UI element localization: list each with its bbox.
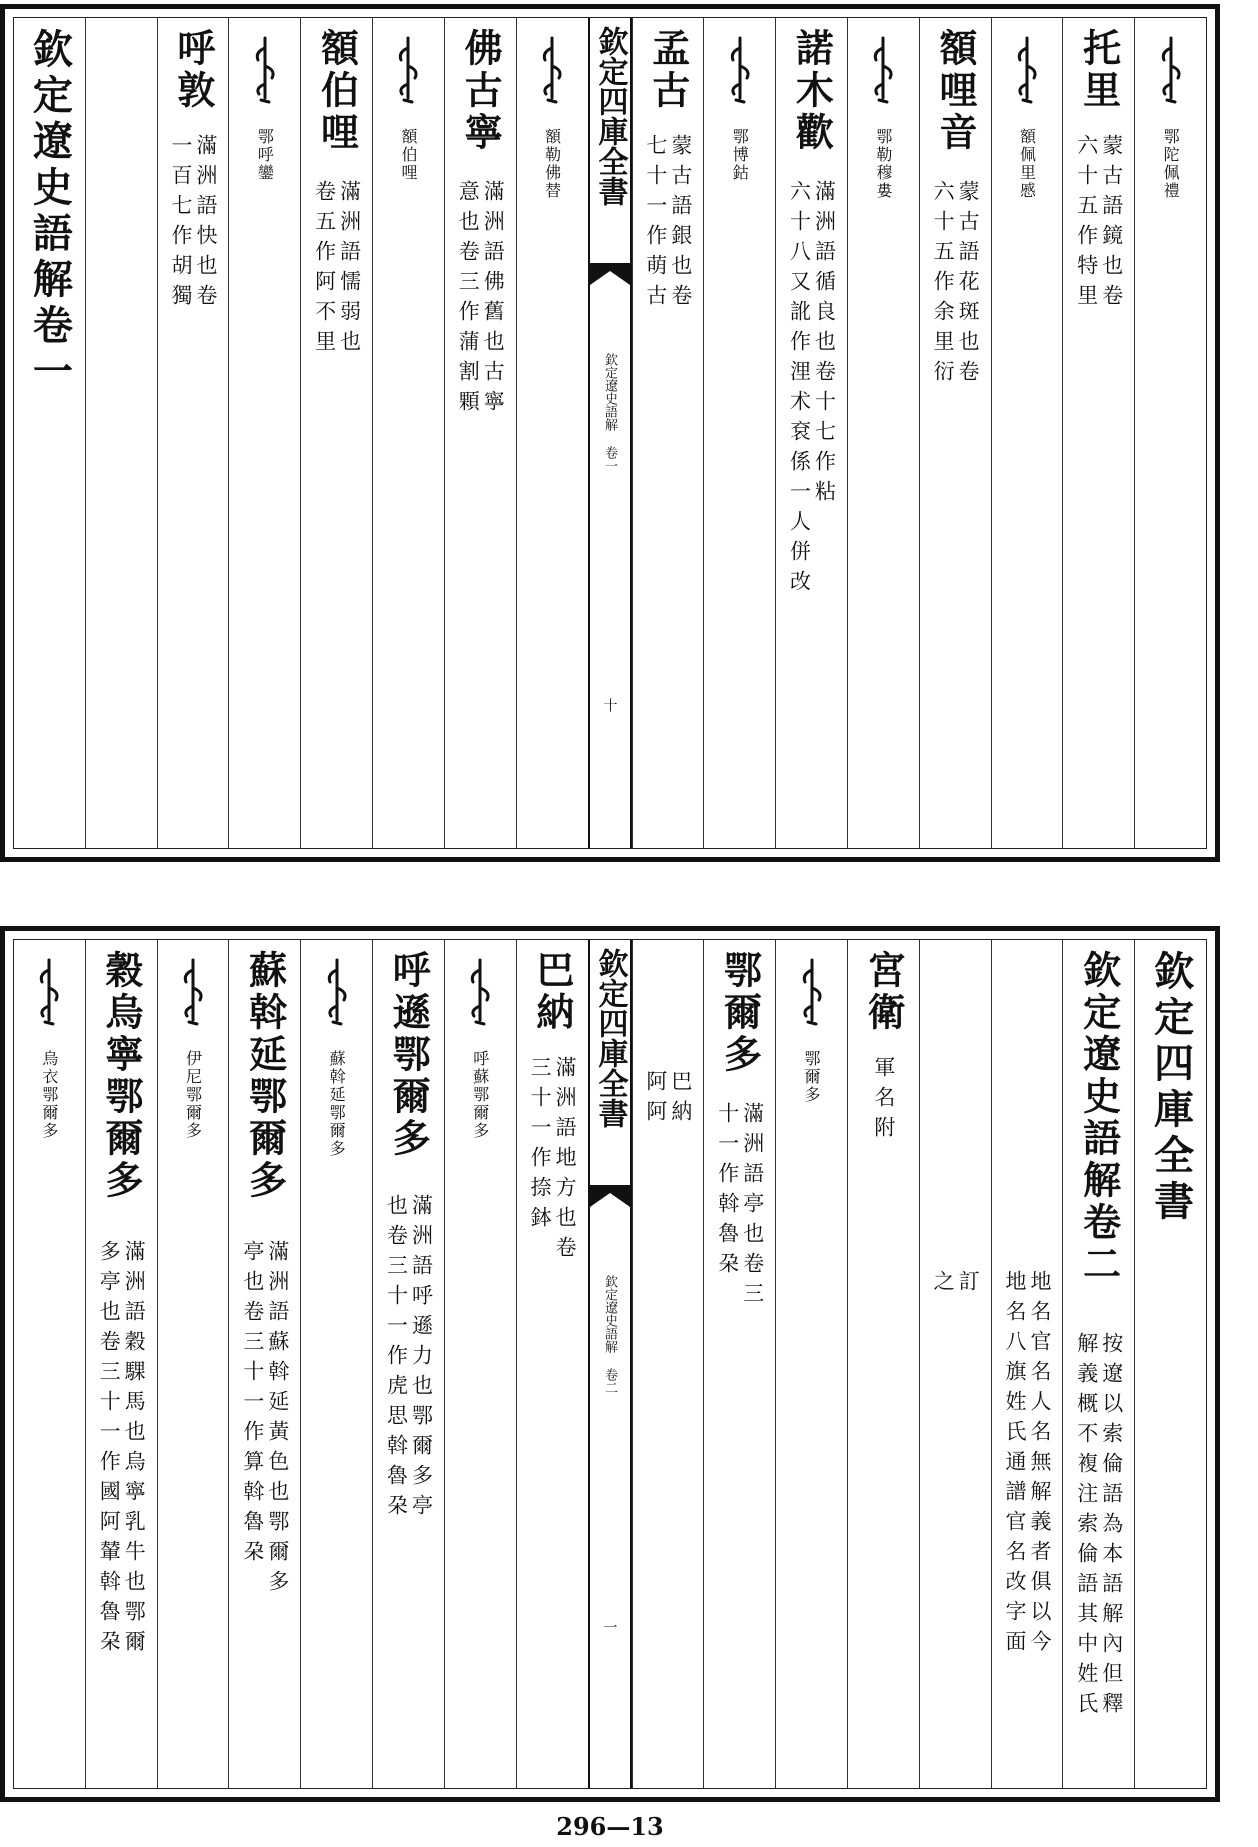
manchu-transliteration: 烏衣鄂爾多 — [39, 1050, 59, 1140]
text-column — [847, 18, 919, 848]
manchu-script-icon — [322, 958, 352, 1028]
manchu-script-icon — [250, 36, 280, 106]
manchu-transliteration: 額佩里慼 — [1017, 128, 1037, 200]
text-column — [516, 18, 588, 848]
upper-page-columns — [13, 17, 1207, 849]
gloss-line: 滿洲語佛舊也古寧 — [481, 180, 506, 420]
gloss-line: 滿洲語懦弱也 — [337, 180, 362, 360]
lower-page — [0, 926, 1220, 1802]
text-column — [157, 940, 229, 1788]
manchu-transliteration: 額勒佛替 — [542, 128, 562, 200]
lower-page-columns — [13, 939, 1207, 1789]
gloss-note — [97, 1240, 147, 1660]
manchu-transliteration: 蘇斡延鄂爾多 — [327, 1050, 347, 1158]
manchu-transliteration: 呼蘇鄂爾多 — [470, 1050, 490, 1140]
manchu-script-icon — [34, 958, 64, 1028]
text-column — [1134, 18, 1206, 848]
headword: 額伯哩 — [314, 28, 360, 154]
manchu-script-icon — [1012, 36, 1042, 106]
gloss-note — [645, 1070, 691, 1130]
gloss-note — [314, 180, 360, 360]
text-column — [85, 940, 157, 1788]
text-column — [444, 18, 516, 848]
headword: 蘇斡延鄂爾多 — [242, 950, 288, 1202]
text-column — [372, 18, 444, 848]
headword: 欽定遼史語解卷二 — [1076, 950, 1122, 1286]
text-column — [632, 940, 704, 1788]
gloss-note — [456, 180, 506, 420]
gloss-note — [931, 1270, 981, 1300]
fold-center-column — [588, 18, 632, 848]
manchu-transliteration: 鄂勒穆婁 — [873, 128, 893, 200]
fold-title: 欽定四庫全書 — [592, 948, 628, 1128]
gloss-note — [645, 134, 691, 314]
upper-page — [0, 4, 1220, 862]
headword: 托里 — [1076, 28, 1122, 112]
text-column — [14, 18, 85, 848]
text-column — [1062, 940, 1134, 1788]
manchu-word — [250, 36, 280, 110]
gloss-line: 十一作斡魯朶 — [715, 1102, 740, 1282]
headword: 額哩音 — [932, 28, 978, 154]
gloss-line: 意也卷三作蒲割顆 — [456, 180, 481, 420]
fold-subtitle: 欽定遼史語解 卷二 — [602, 1275, 617, 1394]
gloss-line: 六十五作余里衍 — [931, 180, 956, 390]
headword: 宮衛 — [861, 950, 907, 1034]
gloss-note — [384, 1194, 434, 1524]
manchu-script-icon — [797, 958, 827, 1028]
manchu-word — [1156, 36, 1186, 110]
gloss-line: 訂 — [956, 1270, 981, 1300]
gloss-line: 七十一作萌古 — [643, 134, 668, 314]
gloss-line: 三十一作捺鉢 — [528, 1056, 553, 1236]
text-column — [372, 940, 444, 1788]
manchu-word — [537, 36, 567, 110]
gloss-note — [789, 180, 835, 600]
gloss-line: 地名官名人名無解義者俱以今 — [1027, 1270, 1052, 1660]
text-column — [919, 18, 991, 848]
gloss-line: 蒙古語銀也卷 — [668, 134, 693, 314]
manchu-word — [1012, 36, 1042, 110]
headword: 穀烏寧鄂爾多 — [99, 950, 145, 1202]
headword: 鄂爾多 — [717, 950, 763, 1076]
fold-subtitle: 欽定遼史語解 卷一 — [602, 353, 617, 472]
gloss-line: 一百七作胡獨 — [169, 134, 194, 314]
manchu-script-icon — [868, 36, 898, 106]
manchu-word — [868, 36, 898, 110]
text-column — [847, 940, 919, 1788]
text-column — [228, 18, 300, 848]
page-number: 296—13 — [556, 1812, 664, 1841]
text-column — [157, 18, 229, 848]
text-column — [775, 18, 847, 848]
manchu-transliteration: 鄂爾多 — [802, 1050, 822, 1104]
volume-heading: 欽定四庫全書 — [1147, 950, 1195, 1226]
manchu-script-icon — [537, 36, 567, 106]
text-column — [14, 940, 85, 1788]
manchu-script-icon — [178, 958, 208, 1028]
manchu-transliteration: 鄂陀佩禮 — [1161, 128, 1181, 200]
gloss-line: 滿洲語循良也卷十七作粘 — [812, 180, 837, 510]
manchu-word — [322, 958, 352, 1032]
manchu-transliteration: 鄂呼鑾 — [255, 128, 275, 182]
manchu-word — [393, 36, 423, 110]
manchu-transliteration: 伊尼鄂爾多 — [183, 1050, 203, 1140]
text-column — [632, 18, 704, 848]
gloss-line: 滿洲語地方也卷 — [553, 1056, 578, 1266]
headword: 孟古 — [645, 28, 691, 112]
text-column — [228, 940, 300, 1788]
manchu-word — [178, 958, 208, 1032]
gloss-note — [1004, 1270, 1050, 1660]
manchu-script-icon — [1156, 36, 1186, 106]
gloss-line: 滿洲語穀騍馬也烏寧乳牛也鄂爾 — [122, 1240, 147, 1660]
gloss-note — [1076, 1332, 1122, 1722]
text-column — [919, 940, 991, 1788]
text-column — [1134, 940, 1206, 1788]
manchu-script-icon — [393, 36, 423, 106]
leaf-number: 一 — [601, 1620, 618, 1634]
gloss-note — [242, 1240, 288, 1600]
gloss-note — [169, 134, 219, 314]
gloss-line: 之 — [931, 1270, 956, 1300]
manchu-transliteration: 額伯哩 — [398, 128, 418, 182]
gloss-line: 六十五作特里 — [1074, 134, 1099, 314]
manchu-word — [725, 36, 755, 110]
fish-tail-mark-icon — [590, 1185, 630, 1207]
fish-tail-mark-icon — [590, 263, 630, 285]
text-column — [85, 18, 157, 848]
headword: 呼敦 — [170, 28, 216, 112]
headword: 呼遜鄂爾多 — [386, 950, 432, 1160]
gloss-line: 滿洲語呼遜力也鄂爾多亭 — [409, 1194, 434, 1524]
gloss-line: 卷五作阿不里 — [312, 180, 337, 360]
text-column — [991, 940, 1063, 1788]
fold-center-column — [588, 940, 632, 1788]
manchu-script-icon — [725, 36, 755, 106]
gloss-line: 蒙古語鏡也卷 — [1099, 134, 1124, 314]
manchu-word — [34, 958, 64, 1032]
gloss-line: 地名八旗姓氏通譜官名改字面 — [1002, 1270, 1027, 1660]
headword: 巴納 — [529, 950, 575, 1034]
text-column — [703, 18, 775, 848]
gloss-note — [931, 180, 981, 390]
manchu-script-icon — [465, 958, 495, 1028]
manchu-word — [465, 958, 495, 1032]
gloss-line: 多亭也卷三十一作國阿輦斡魯朶 — [97, 1240, 122, 1660]
gloss-line: 蒙古語花斑也卷 — [956, 180, 981, 390]
gloss-note — [1076, 134, 1122, 314]
gloss-line: 六十八又訛作浬术袞係一人併改 — [787, 180, 812, 600]
gloss-line: 滿洲語蘇斡延黃色也鄂爾多 — [265, 1240, 290, 1600]
gloss-note — [873, 1056, 894, 1146]
text-column — [300, 940, 372, 1788]
leaf-number: 十 — [601, 698, 618, 712]
manchu-word — [797, 958, 827, 1032]
gloss-line: 按遼以索倫語為本語解內但釋 — [1099, 1332, 1124, 1722]
text-column — [1062, 18, 1134, 848]
gloss-line: 解義概不複注索倫語其中姓氏 — [1074, 1332, 1099, 1722]
gloss-line: 也卷三十一作虎思斡魯朶 — [384, 1194, 409, 1524]
gloss-note — [717, 1102, 763, 1312]
gloss-line: 亭也卷三十一作算斡魯朶 — [240, 1240, 265, 1570]
gloss-line: 軍名附 — [871, 1056, 896, 1146]
text-column — [775, 940, 847, 1788]
gloss-line: 滿洲語快也卷 — [194, 134, 219, 314]
fold-title: 欽定四庫全書 — [592, 26, 628, 206]
text-column — [300, 18, 372, 848]
headword: 諾木歡 — [789, 28, 835, 154]
gloss-line: 巴納 — [668, 1070, 693, 1130]
headword: 佛古寧 — [458, 28, 504, 154]
manchu-transliteration: 鄂博鈷 — [730, 128, 750, 182]
text-column — [444, 940, 516, 1788]
text-column — [991, 18, 1063, 848]
text-column — [703, 940, 775, 1788]
gloss-note — [528, 1056, 578, 1266]
volume-heading: 欽定遼史語解卷一 — [26, 28, 74, 396]
gloss-line: 滿洲語亭也卷三 — [740, 1102, 765, 1312]
text-column — [516, 940, 588, 1788]
gloss-line: 阿阿 — [643, 1070, 668, 1130]
